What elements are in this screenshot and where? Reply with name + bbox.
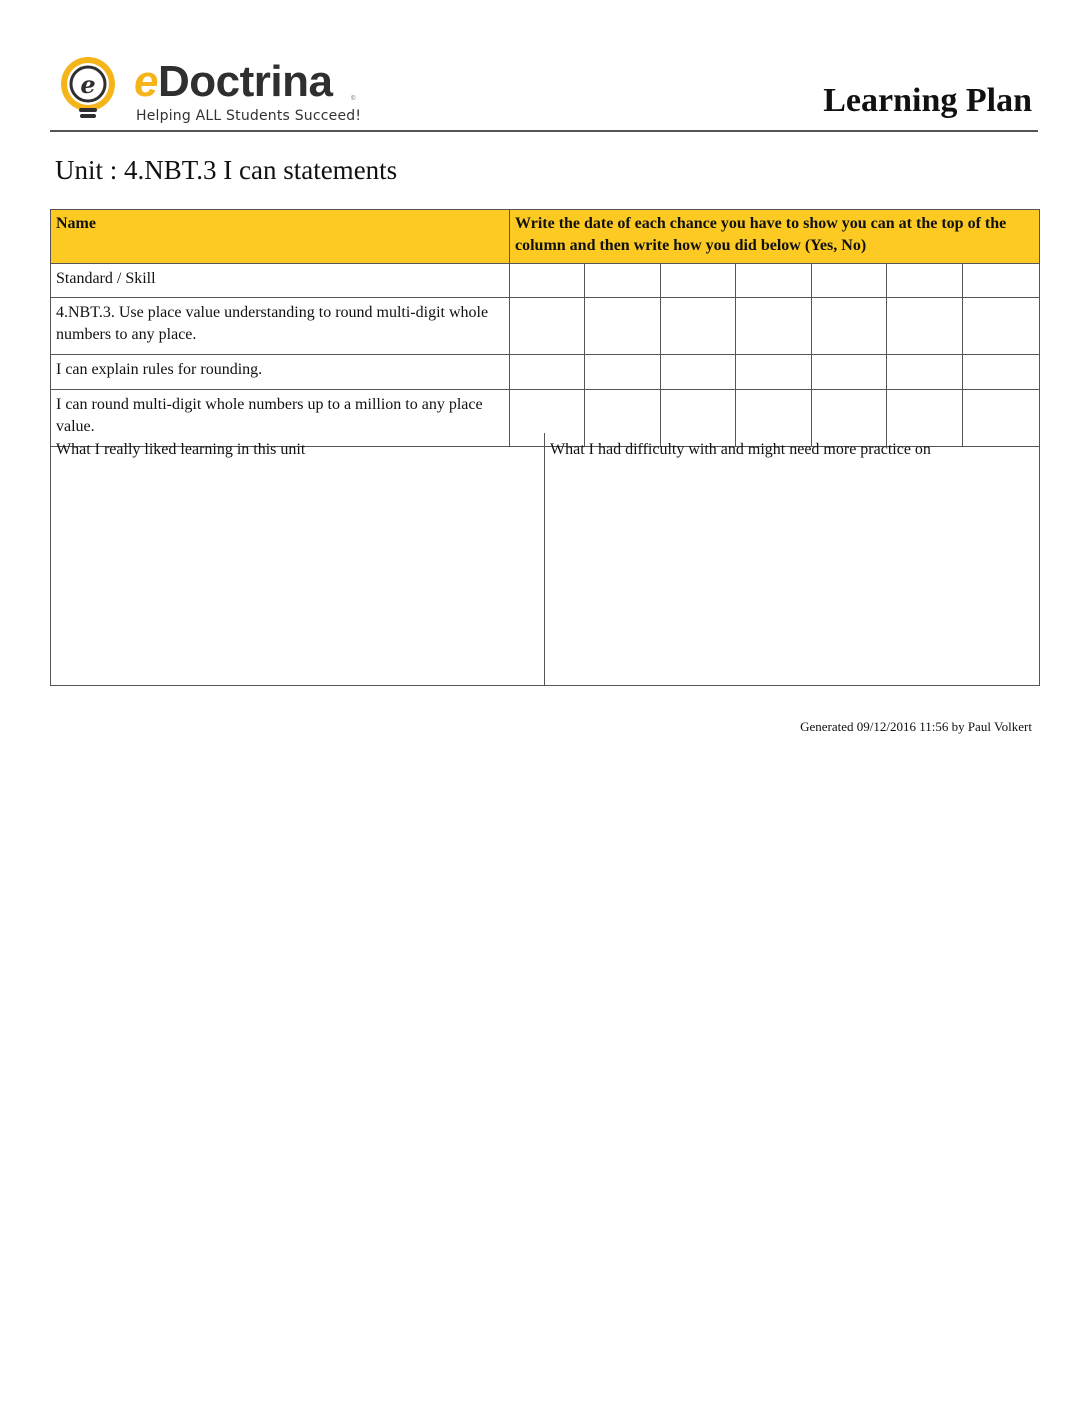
date-cell[interactable] [510,264,585,298]
result-cell[interactable] [510,298,585,355]
skill-label: I can explain rules for rounding. [51,355,510,390]
result-cell[interactable] [812,298,887,355]
logo-tagline: Helping ALL Students Succeed! [136,108,362,124]
skill-label: I can round multi-digit whole numbers up to a million to any place value. [51,390,510,447]
result-cell[interactable] [585,298,661,355]
reflection-row [51,433,1040,686]
result-cell[interactable] [887,298,963,355]
table-row [51,355,1040,390]
document-title: Learning Plan [823,82,1032,119]
result-cell[interactable] [887,355,963,390]
result-cell[interactable] [963,355,1040,390]
result-cell[interactable] [661,355,736,390]
date-cell[interactable] [963,264,1040,298]
name-header: Name [51,210,510,264]
table-row [51,264,1040,298]
date-cell[interactable] [585,264,661,298]
table-row [51,298,1040,355]
logo-trademark: © [351,96,356,102]
result-cell[interactable] [812,355,887,390]
reflection-table [50,433,1040,686]
logo-wordmark [134,54,332,110]
result-cell[interactable] [963,298,1040,355]
date-cell[interactable] [661,264,736,298]
logo-wordmark-e: e [134,57,158,106]
edoctrina-logo [54,54,374,126]
result-cell[interactable] [736,355,812,390]
result-cell[interactable] [661,298,736,355]
difficulty-label: What I had difficulty with and might need more practice on [550,441,931,458]
result-cell[interactable] [736,298,812,355]
svg-text:e: e [80,70,96,99]
learning-plan-table [50,209,1040,447]
result-cell[interactable] [585,355,661,390]
skill-label: 4.NBT.3. Use place value understanding to round multi-digit whole numbers to any place. [51,298,510,355]
generated-footer: Generated 09/12/2016 11:56 by Paul Volkert [800,719,1032,734]
table-header-row [51,210,1040,264]
lightbulb-icon [54,54,130,124]
date-cell[interactable] [736,264,812,298]
difficulty-box[interactable] [545,433,1040,686]
instructions-header: Write the date of each chance you have to show you can at the top of the column and then write how you did below (Yes, No) [510,210,1040,264]
unit-title: Unit : 4.NBT.3 I can statements [55,155,398,185]
liked-learning-box[interactable] [51,433,545,686]
result-cell[interactable] [510,355,585,390]
date-cell[interactable] [812,264,887,298]
skill-label: Standard / Skill [51,264,510,298]
date-cell[interactable] [887,264,963,298]
liked-learning-label: What I really liked learning in this unit [56,441,306,458]
logo-wordmark-rest: Doctrina [157,57,333,106]
page-header [50,50,1038,132]
